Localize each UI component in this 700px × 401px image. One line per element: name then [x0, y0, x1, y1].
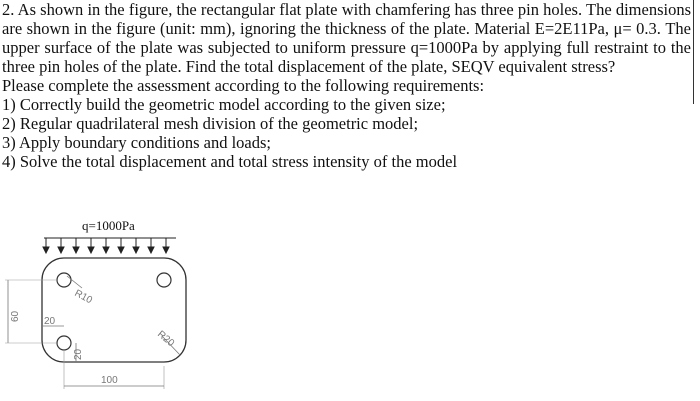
requirement-item: 1) Correctly build the geometric model according to the given size;	[2, 95, 446, 114]
load-label: q=1000Pa	[82, 218, 135, 233]
pin-hole-top-left	[57, 273, 71, 287]
requirement-item: 3) Apply boundary conditions and loads;	[2, 133, 272, 152]
height-label: 60	[10, 310, 21, 322]
requirement-item: 4) Solve the total displacement and total stress intensity of the model	[2, 152, 458, 171]
pin-hole-top-right	[157, 273, 171, 287]
problem-text	[2, 0, 691, 171]
right-border-rule	[693, 0, 694, 104]
plate-diagram	[0, 214, 200, 401]
pin-hole-bottom-left	[57, 336, 71, 350]
hole-radius-label: R10	[72, 287, 94, 307]
corner-radius-label: R20	[155, 328, 177, 350]
hole-offset-y-label: 20	[73, 348, 84, 360]
length-label: 100	[101, 375, 118, 386]
plate-figure	[0, 214, 200, 401]
hole-radius-leader	[67, 276, 82, 288]
requirement-item: 2) Regular quadrilateral mesh division of the geometric model;	[2, 114, 419, 133]
requirements-intro: Please complete the assessment according to the following requirements:	[2, 76, 485, 95]
load-arrows	[43, 238, 176, 253]
problem-statement: 2. As shown in the figure, the rectangular flat plate with chamfering has three pin holes. The dimensions are shown in the figure (unit: mm), ignoring the thickness of the plate. Material E=2E11Pa, μ= 0.3. The upper surface of the plate was subjected to uniform pressure q=1000Pa by applying full restraint to the three pin holes of the plate. Find the total displacement of the plate, SEQV equivalent stress?	[2, 0, 691, 76]
hole-offset-x-label: 20	[44, 316, 56, 327]
